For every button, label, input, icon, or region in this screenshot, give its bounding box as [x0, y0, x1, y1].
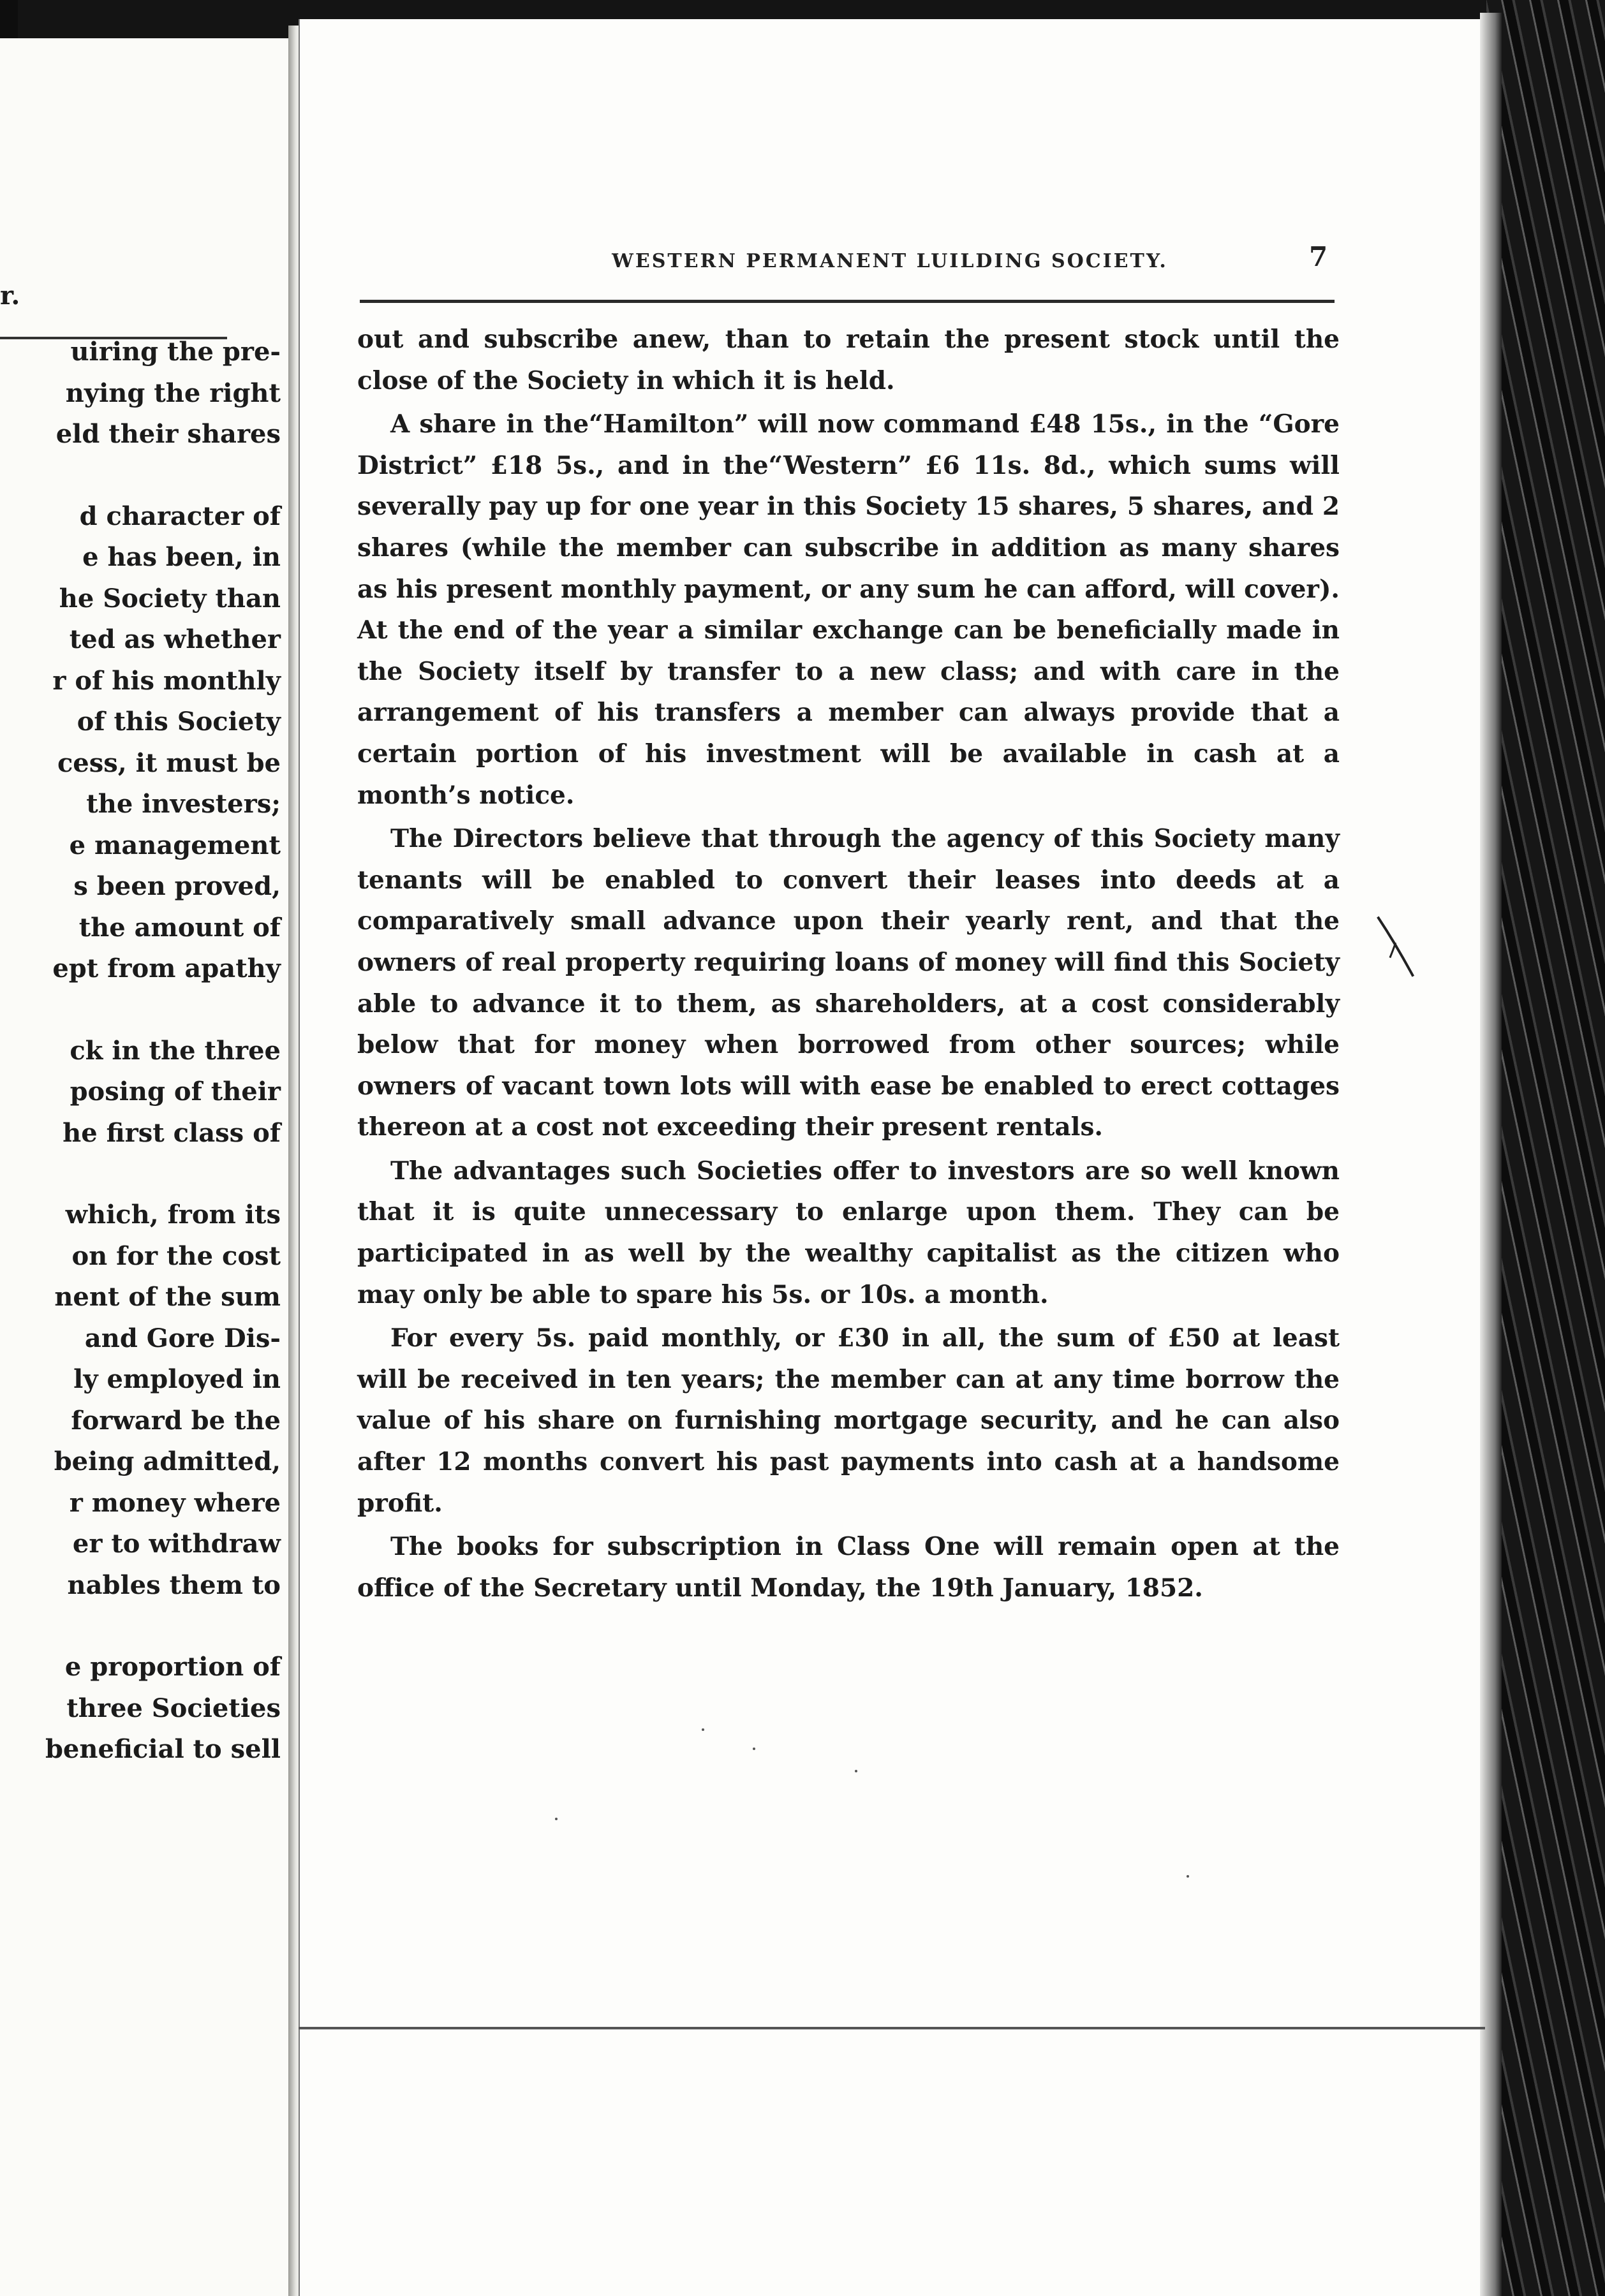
- ink-speck: [702, 1728, 704, 1731]
- left-text-line: r of his monthly: [52, 665, 281, 696]
- left-text-line: being admitted,: [54, 1446, 281, 1476]
- left-text-line: nying the right: [65, 378, 281, 408]
- left-text-line: the amount of: [78, 912, 281, 943]
- ink-speck: [1187, 1875, 1189, 1878]
- ink-speck: [555, 1818, 558, 1820]
- left-text-line: ept from apathy: [52, 953, 281, 983]
- paragraph: The books for subscription in Class One will remain open at the office of the Secretary until Monday, the 19th January, 1852.: [357, 1532, 1340, 1603]
- ink-speck: [855, 1770, 857, 1772]
- running-head: WESTERN PERMANENT LUILDING SOCIETY.: [612, 250, 1168, 272]
- left-text-line: e proportion of: [64, 1652, 281, 1682]
- left-text-line: eld their shares: [55, 419, 281, 449]
- page-edge-shadow: [1480, 13, 1502, 2296]
- left-text-line: nent of the sum: [54, 1282, 281, 1312]
- left-page: [0, 38, 290, 2296]
- left-line-gap: [0, 990, 281, 1031]
- marbled-cover: [1486, 0, 1605, 2296]
- left-text-line: on for the cost: [71, 1240, 281, 1271]
- left-text-line: he first class of: [63, 1117, 281, 1148]
- left-text-line: posing of their: [70, 1077, 281, 1107]
- left-text-line: d character of: [79, 501, 281, 531]
- paragraph: The advantages such Societies offer to investors are so well known that it is quite unnecessary to enlarge upon them. They can be participated in as well by the wealthy capitalist as the citizen who may only be able to spare his 5s. or 10s. a month.: [357, 1156, 1340, 1309]
- left-text-line: r money where: [69, 1487, 281, 1518]
- body-text: [357, 319, 1340, 1611]
- left-text-line: e management: [69, 830, 281, 860]
- left-text-line: of this Society: [77, 707, 281, 737]
- left-text-line: cess, it must be: [57, 747, 281, 778]
- left-line-gap: [0, 1154, 281, 1195]
- left-text-line: ted as whether: [69, 624, 281, 654]
- left-text-line: beneficial to sell: [45, 1734, 281, 1764]
- left-text-line: which, from its: [65, 1200, 281, 1230]
- paragraph: For every 5s. paid monthly, or £30 in all, the sum of £50 at least will be received in ten years; the member can at any time borrow the value of his share on furnishing mortgage security, and he can also after 12 months convert his past payments into cash at a handsome profit.: [357, 1323, 1340, 1518]
- left-page-text: [0, 332, 281, 1770]
- paragraph: A share in the“Hamilton” will now command £48 15s., in the “Gore District” £18 5s., and in the“Western” £6 11s. 8d., which sums will severally pay up for one year in this Society 15 shares, 5 shares, and 2 shares (while the member can subscribe in addition as many shares as his present monthly payment, or any sum he can afford, will cover). At the end of the year a similar exchange can be beneficially made in the Society itself by transfer to a new class; and with care in the arrangement of his transfers a member can always provide that a certain portion of his investment will be available in cash at a month’s notice.: [357, 409, 1340, 810]
- page-bottom-edge: [299, 2027, 1485, 2029]
- left-text-line: and Gore Dis-: [84, 1323, 281, 1353]
- left-line-gap: [0, 455, 281, 496]
- left-text-line: the investers;: [86, 789, 281, 819]
- left-text-line: three Societies: [66, 1693, 281, 1723]
- left-header-fragment: r.: [0, 281, 20, 311]
- left-text-line: forward be the: [71, 1405, 281, 1436]
- left-text-line: s been proved,: [73, 871, 281, 901]
- left-text-line: er to withdraw: [72, 1529, 281, 1559]
- left-text-line: e has been, in: [82, 542, 281, 572]
- page-number: 7: [1309, 241, 1328, 272]
- left-line-gap: [0, 1606, 281, 1647]
- ink-speck: [753, 1748, 755, 1750]
- left-text-line: uiring the pre-: [70, 337, 281, 367]
- paragraph: The Directors believe that through the agency of this Society many tenants will be enabled to convert their leases into deeds at a comparatively small advance upon their yearly rent, and that the owners of real property requiring loans of money will find this Society able to advance it to them, as shareholders, at a cost considerably below that for money when borrowed from other sources; while owners of vacant town lots will with ease be enabled to erect cottages thereon at a cost not exceeding their present rentals.: [357, 824, 1340, 1142]
- paragraph: out and subscribe anew, than to retain the present stock until the close of the Society in which it is held.: [357, 325, 1340, 395]
- left-text-line: he Society than: [59, 583, 281, 614]
- left-text-line: ck in the three: [70, 1035, 281, 1066]
- header-rule: [360, 300, 1335, 303]
- left-text-line: ly employed in: [73, 1364, 281, 1394]
- left-text-line: nables them to: [67, 1570, 281, 1600]
